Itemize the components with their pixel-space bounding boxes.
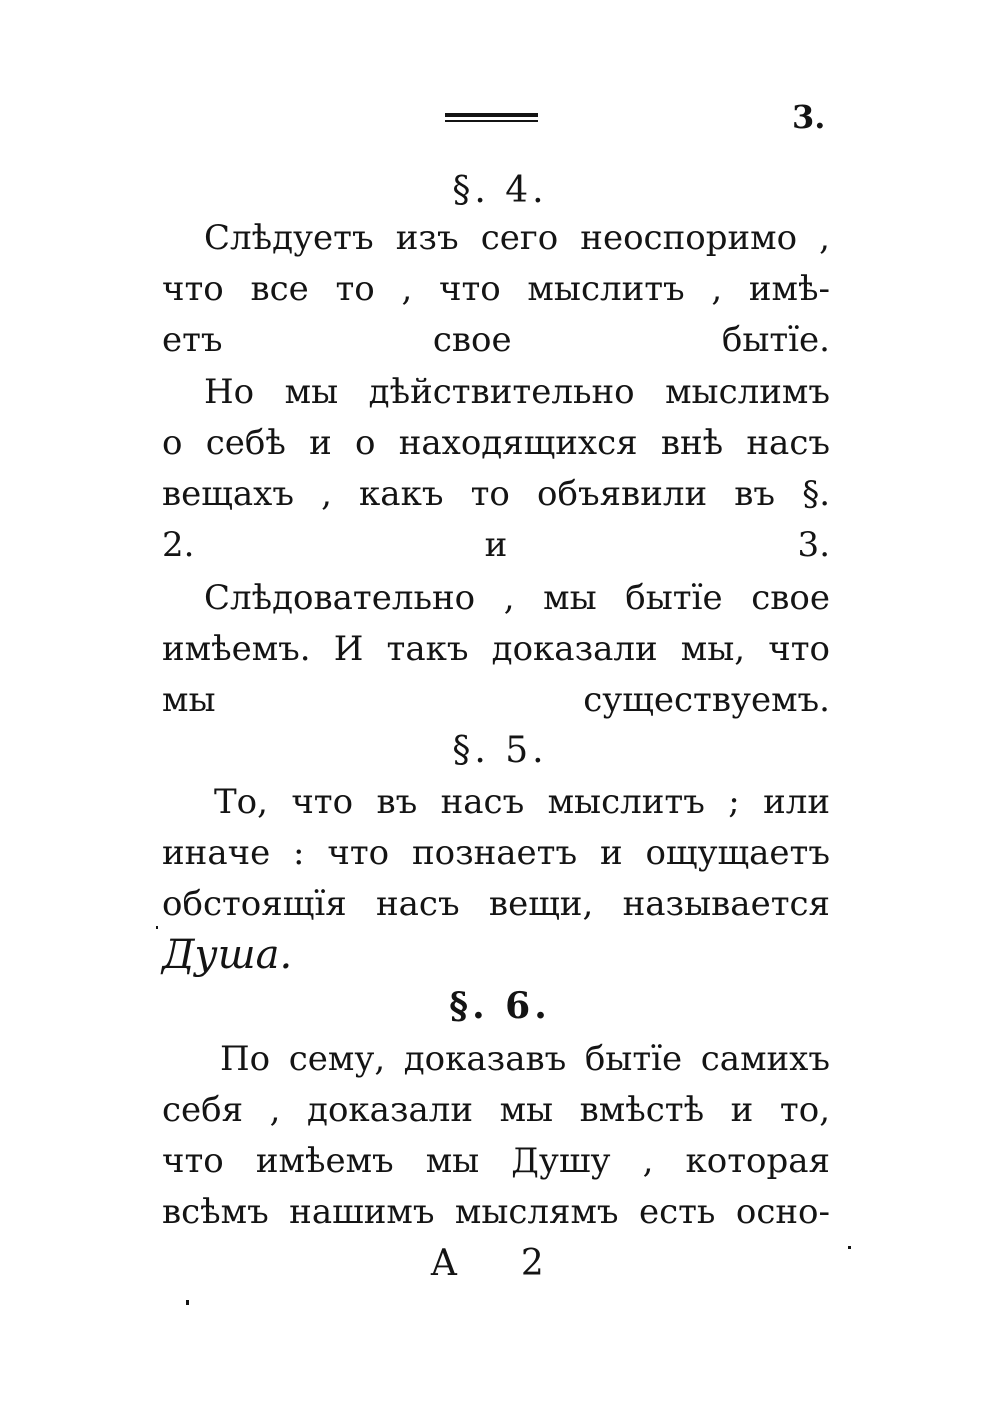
text-line: что имѣемъ мы Душу , которая <box>162 1141 830 1181</box>
text-line: 2. и 3. <box>162 525 830 565</box>
section-heading: §. 6. <box>449 985 551 1027</box>
paragraph <box>162 1034 830 1238</box>
ink-speck <box>186 1300 189 1305</box>
text-line: обстоящїя насъ вещи, называется <box>162 884 830 924</box>
section-heading: §. 4. <box>452 170 548 211</box>
text-line: То, что въ насъ мыслитъ ; или <box>214 782 830 822</box>
ink-speck <box>156 926 158 929</box>
text-line: етъ свое бытїе. <box>162 320 830 360</box>
text-line: имѣемъ. И такъ доказали мы, что <box>162 629 830 669</box>
text-line: себя , доказали мы вмѣстѣ и то, <box>162 1090 830 1130</box>
text-line: вещахъ , какъ то объявили въ §. <box>162 474 830 514</box>
section-heading: §. 5. <box>452 730 548 771</box>
text-line: мы существуемъ. <box>162 680 830 720</box>
text-line: Слѣдуетъ изъ сего неоспоримо , <box>204 218 830 258</box>
header-rule <box>445 113 538 122</box>
text-line: По сему, доказавъ бытїе самихъ <box>220 1039 830 1079</box>
text-line: что все то , что мыслитъ , имѣ- <box>162 269 830 309</box>
italic-word: Душа. <box>162 932 293 978</box>
paragraph <box>162 573 830 726</box>
signature-mark: А 2 <box>430 1243 570 1284</box>
text-line: о себѣ и о находящихся внѣ насъ <box>162 423 830 463</box>
text-line: всѣмъ нашимъ мыслямъ есть осно- <box>162 1192 830 1232</box>
page-number: 3. <box>792 98 826 136</box>
text-line: иначе : что познаетъ и ощущаетъ <box>162 833 830 873</box>
ink-speck <box>848 1246 851 1249</box>
paragraph <box>162 213 830 366</box>
text-line: Слѣдовательно , мы бытїе свое <box>204 578 830 618</box>
text-line: Но мы дѣйствительно мыслимъ <box>204 372 830 412</box>
paragraph <box>162 777 830 983</box>
paragraph <box>162 367 830 571</box>
text-line <box>162 930 830 983</box>
